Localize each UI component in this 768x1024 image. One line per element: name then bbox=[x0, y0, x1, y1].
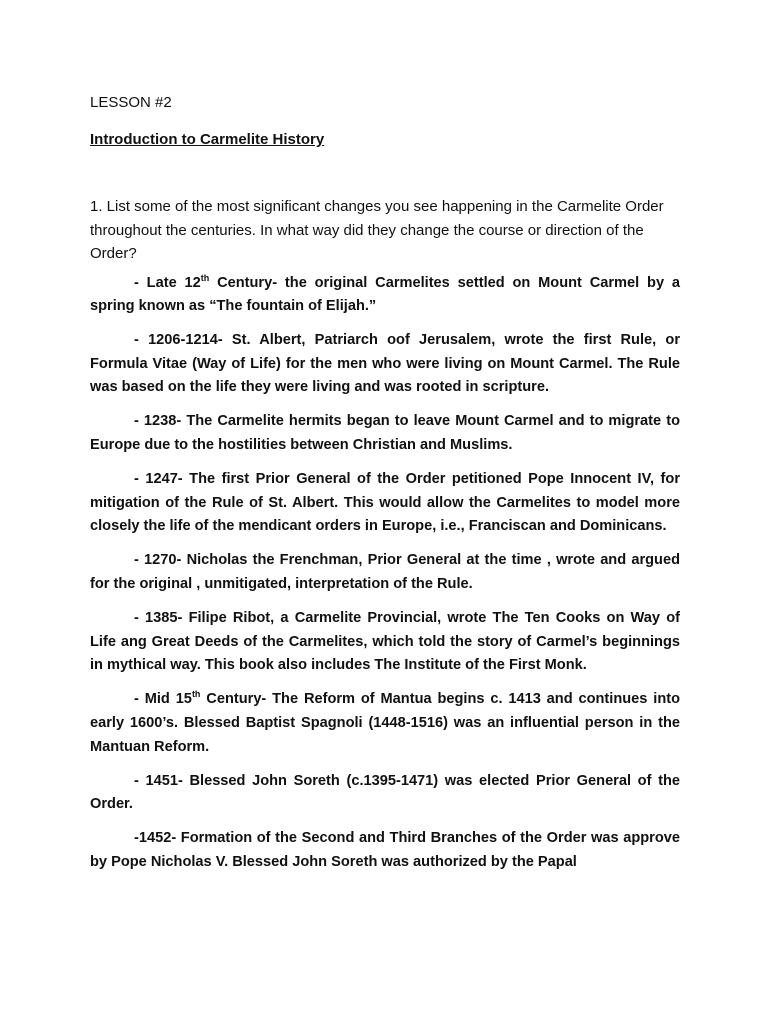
document-page bbox=[90, 93, 680, 885]
history-entries bbox=[90, 272, 680, 875]
entry-lead: - Late 12 bbox=[134, 274, 201, 291]
history-entry bbox=[90, 549, 680, 596]
question-text: 1. List some of the most significant changes you see happening in the Carmelite Order throughout the centuries. In what way did they change the course or direction of the Order? bbox=[90, 198, 664, 262]
history-entry bbox=[90, 410, 680, 457]
entry-superscript: th bbox=[191, 689, 201, 700]
lesson-label: LESSON #2 bbox=[90, 94, 172, 111]
entry-lead: - 1451- Blessed John Soreth (c.1395-1471) was elected Prior General of the Order. bbox=[90, 772, 680, 813]
entry-lead: - 1247- The first Prior General of the Order petitioned Pope Innocent IV, for mitigation of the Rule of St. Albert. This would allow the Carmelites to model more closely the life of the mendicant orders in Europe, i.e., Franciscan and Dominicans. bbox=[90, 471, 680, 535]
history-entry bbox=[90, 468, 680, 539]
history-entry bbox=[90, 272, 680, 319]
lesson-title: Introduction to Carmelite History bbox=[90, 131, 325, 148]
history-entry bbox=[90, 329, 680, 400]
history-entry bbox=[90, 770, 680, 817]
history-entry bbox=[90, 827, 680, 874]
entry-lead: - 1385- Filipe Ribot, a Carmelite Provincial, wrote The Ten Cooks on Way of Life ang Great Deeds of the Carmelites, which told the story of Carmel’s beginnings in mythical way. This book also includes The Institute of the First Monk. bbox=[90, 610, 680, 674]
entry-superscript: th bbox=[200, 272, 210, 283]
history-entry bbox=[90, 688, 680, 759]
entry-text: Century- the original Carmelites settled on Mount Carmel by a spring known as “The fountain of Elijah.” bbox=[90, 274, 680, 315]
entry-lead: -1452- Formation of the Second and Third Branches of the Order was approve by Pope Nicholas V. Blessed John Soreth was authorized by the Papal bbox=[90, 830, 680, 870]
entry-lead: - Mid 15 bbox=[134, 691, 192, 708]
history-entry bbox=[90, 607, 680, 678]
entry-text: Century- The Reform of Mantua begins c. 1413 and continues into early 1600’s. Blessed Baptist Spagnoli (1448-1516) was an influential person in the Mantuan Reform. bbox=[90, 691, 681, 755]
entry-lead: - 1238- The Carmelite hermits began to leave Mount Carmel and to migrate to Europe due to the hostilities between Christian and Muslims. bbox=[90, 413, 680, 454]
entry-lead: - 1270- Nicholas the Frenchman, Prior General at the time , wrote and argued for the original , unmitigated, interpretation of the Rule. bbox=[90, 552, 680, 593]
entry-lead: - 1206-1214- St. Albert, Patriarch oof Jerusalem, wrote the first Rule, or Formula Vitae (Way of Life) for the men who were living on Mount Carmel. The Rule was based on the life they were living and was rooted in scripture. bbox=[90, 332, 680, 396]
